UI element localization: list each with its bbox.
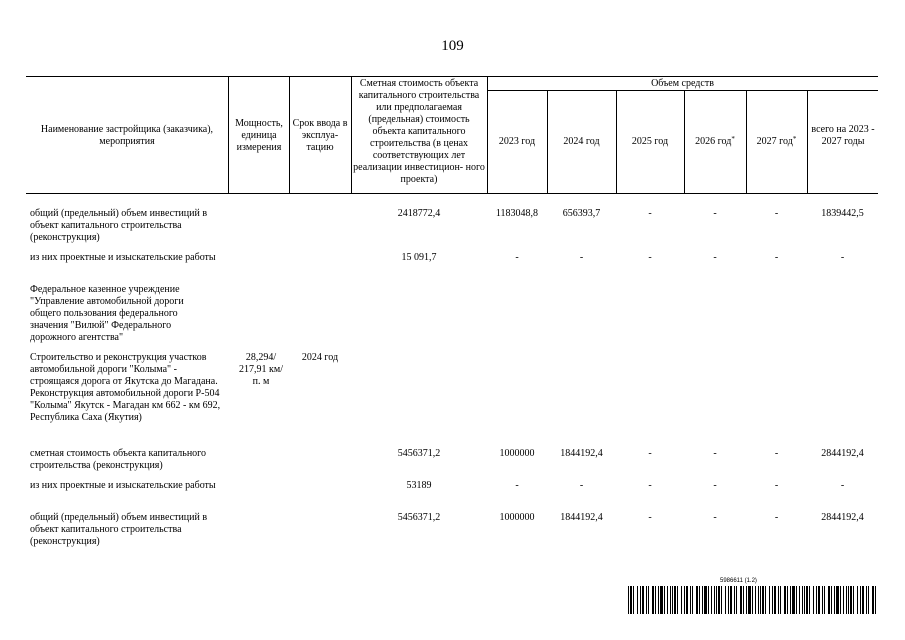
barcode-bar bbox=[677, 586, 678, 614]
cell-2023: 1183048,8 bbox=[495, 208, 539, 219]
barcode-bar bbox=[822, 586, 823, 614]
cell-cost: 5456371,2 bbox=[397, 448, 441, 459]
col-divider bbox=[807, 90, 808, 193]
row-name: общий (предельный) объем инвестиций в объект капитального строительства (реконструкция) bbox=[30, 512, 208, 547]
barcode-bar bbox=[667, 586, 668, 614]
barcode-bar bbox=[711, 586, 712, 614]
cell-2026: - bbox=[713, 448, 717, 459]
cell-2027: - bbox=[774, 480, 779, 491]
header-name: Наименование застройщика (заказчика), мероприятия bbox=[40, 124, 214, 147]
barcode-bar bbox=[828, 586, 830, 614]
barcode-bar bbox=[824, 586, 825, 614]
barcode-bar bbox=[868, 586, 869, 614]
barcode-bar bbox=[633, 586, 634, 614]
header-total: всего на 2023 - 2027 годы bbox=[811, 124, 875, 147]
cell-2025: - bbox=[648, 208, 652, 219]
cell-cost: 53189 bbox=[406, 480, 432, 491]
cell-2024: 1844192,4 bbox=[560, 448, 603, 459]
row-name: сметная стоимость объекта капитального строительства (реконструкция) bbox=[30, 448, 207, 471]
barcode-bar bbox=[743, 586, 744, 614]
barcode-number: 5986611 (1.2) bbox=[720, 578, 757, 584]
barcode-bar bbox=[637, 586, 638, 614]
col-divider bbox=[351, 76, 352, 193]
barcode-bar bbox=[748, 586, 751, 614]
barcode-bar bbox=[831, 586, 832, 614]
header-cost: Сметная стоимость объекта капитального строительства или предполагаемая (предельная) стоимость объекта капитального строительства (в ценах соответствующих лет реализации инвестицион- ного проекта) bbox=[353, 78, 485, 185]
barcode-bar bbox=[686, 586, 688, 614]
barcode-bar bbox=[672, 586, 673, 614]
row-name: из них проектные и изыскательские работы bbox=[30, 480, 216, 491]
barcode-bar bbox=[692, 586, 693, 614]
table-top-rule bbox=[26, 76, 878, 77]
barcode-image bbox=[628, 586, 878, 614]
barcode-bar bbox=[796, 586, 797, 614]
cell-total: - bbox=[840, 480, 845, 491]
barcode-bar bbox=[816, 586, 817, 614]
row-name: общий (предельный) объем инвестиций в объект капитального строительства (реконструкция) bbox=[30, 208, 208, 243]
cell-2024: 656393,7 bbox=[562, 208, 601, 219]
barcode-bar bbox=[646, 586, 647, 614]
header-year: 2023 год bbox=[498, 136, 536, 147]
barcode-bar bbox=[836, 586, 839, 614]
barcode-bar bbox=[714, 586, 715, 614]
barcode-bar bbox=[736, 586, 737, 614]
barcode-bar bbox=[784, 586, 786, 614]
barcode-bar bbox=[628, 586, 629, 614]
barcode-bar bbox=[734, 586, 735, 614]
barcode-bar bbox=[840, 586, 841, 614]
barcode-bar bbox=[728, 586, 729, 614]
cell-2025: - bbox=[648, 512, 652, 523]
barcode-bar bbox=[765, 586, 766, 614]
barcode-bar bbox=[875, 586, 876, 614]
barcode-bar bbox=[866, 586, 867, 614]
barcode-bar bbox=[755, 586, 756, 614]
barcode-bar bbox=[658, 586, 659, 614]
cell-2027: - bbox=[774, 208, 779, 219]
barcode-bar bbox=[660, 586, 663, 614]
barcode-bar bbox=[769, 586, 770, 614]
cell-2023: 1000000 bbox=[499, 448, 535, 459]
cell-2026: - bbox=[713, 252, 717, 263]
cell-total: 1839442,5 bbox=[821, 208, 864, 219]
barcode-bar bbox=[725, 586, 726, 614]
cell-2023: - bbox=[515, 480, 519, 491]
barcode-bar bbox=[806, 586, 808, 614]
header-year: 2024 год bbox=[563, 136, 600, 147]
col-divider bbox=[289, 76, 290, 193]
barcode-bar bbox=[804, 586, 805, 614]
barcode-bar bbox=[684, 586, 685, 614]
cell-2025: - bbox=[648, 480, 652, 491]
barcode-bar bbox=[681, 586, 682, 614]
barcode-bar bbox=[760, 586, 761, 614]
barcode-bar bbox=[774, 586, 776, 614]
header-year: 2025 год bbox=[631, 136, 669, 147]
barcode-bar bbox=[848, 586, 849, 614]
barcode-bar bbox=[872, 586, 874, 614]
barcode-bar bbox=[802, 586, 803, 614]
cell-2023: 1000000 bbox=[499, 512, 535, 523]
col-divider bbox=[487, 76, 488, 193]
barcode-bar bbox=[834, 586, 835, 614]
barcode-bar bbox=[696, 586, 698, 614]
barcode-bar bbox=[690, 586, 691, 614]
barcode-bar bbox=[780, 586, 781, 614]
cell-deadline: 2024 год bbox=[301, 352, 339, 363]
barcode-bar bbox=[846, 586, 847, 614]
barcode-bar bbox=[730, 586, 732, 614]
header-capacity: Мощность, единица измерения bbox=[235, 118, 283, 153]
header-deadline: Срок ввода в эксплуа- тацию bbox=[292, 118, 348, 153]
cell-total: 2844192,4 bbox=[821, 512, 864, 523]
barcode-bar bbox=[790, 586, 791, 614]
cell-capacity: 28,294/ 217,91 км/п. м bbox=[239, 352, 283, 387]
table-header-bottom-rule bbox=[26, 193, 878, 194]
row-name: из них проектные и изыскательские работы bbox=[30, 252, 216, 263]
barcode-bar bbox=[640, 586, 641, 614]
barcode-bar bbox=[853, 586, 854, 614]
barcode-bar bbox=[718, 586, 720, 614]
barcode-bar bbox=[630, 586, 632, 614]
cell-2027: - bbox=[774, 252, 779, 263]
row-name: Строительство и реконструкция участков автомобильной дороги "Колыма" - строящаяся дорога от Якутска до Магадана. Реконструкция автомобильной дороги Р-504 "Колыма" Якутск - Магадан км 662 - км 692, Республика Саха (Якутия) bbox=[30, 352, 221, 423]
barcode-bar bbox=[778, 586, 779, 614]
barcode-bar bbox=[809, 586, 810, 614]
cell-2026: - bbox=[713, 512, 717, 523]
barcode-bar bbox=[652, 586, 654, 614]
barcode-bar bbox=[799, 586, 800, 614]
barcode-bar bbox=[664, 586, 665, 614]
barcode-bar bbox=[857, 586, 858, 614]
barcode-bar bbox=[670, 586, 671, 614]
cell-total: 2844192,4 bbox=[821, 448, 864, 459]
barcode-bar bbox=[860, 586, 861, 614]
barcode-bar bbox=[772, 586, 773, 614]
cell-2026: - bbox=[713, 208, 717, 219]
barcode-bar bbox=[655, 586, 656, 614]
row-name: Федеральное казенное учреждение "Управление автомобильной дороги общего пользования федерального значения "Вилюй" Федерального дорожного агентства" bbox=[30, 284, 184, 343]
barcode-bar bbox=[721, 586, 722, 614]
barcode-bar bbox=[674, 586, 676, 614]
cell-cost: 2418772,4 bbox=[397, 208, 441, 219]
barcode-bar bbox=[648, 586, 649, 614]
barcode-bar bbox=[758, 586, 759, 614]
barcode-bar bbox=[843, 586, 844, 614]
barcode-bar bbox=[746, 586, 747, 614]
barcode-bar bbox=[787, 586, 788, 614]
barcode-bar bbox=[740, 586, 742, 614]
barcode-bar bbox=[862, 586, 864, 614]
barcode-bar bbox=[818, 586, 820, 614]
cell-cost: 15 091,7 bbox=[401, 252, 437, 263]
page-number: 109 bbox=[441, 38, 464, 54]
cell-2025: - bbox=[648, 448, 652, 459]
cell-2027: - bbox=[774, 448, 779, 459]
barcode-bar bbox=[850, 586, 852, 614]
header-year: 2026 год* bbox=[695, 135, 735, 147]
header-funds-group: Объем средств bbox=[651, 78, 714, 89]
header-year: 2027 год* bbox=[756, 135, 797, 147]
barcode-bar bbox=[702, 586, 703, 614]
barcode-bar bbox=[792, 586, 795, 614]
barcode-bar bbox=[716, 586, 717, 614]
cell-2024: - bbox=[579, 252, 584, 263]
barcode-bar bbox=[813, 586, 814, 614]
barcode-bar bbox=[762, 586, 764, 614]
cell-2024: - bbox=[579, 480, 584, 491]
cell-2024: 1844192,4 bbox=[560, 512, 603, 523]
barcode-bar bbox=[704, 586, 707, 614]
barcode-bar bbox=[699, 586, 700, 614]
cell-2027: - bbox=[774, 512, 779, 523]
cell-total: - bbox=[840, 252, 845, 263]
funds-group-rule bbox=[487, 90, 878, 91]
cell-2025: - bbox=[648, 252, 652, 263]
barcode-bar bbox=[642, 586, 644, 614]
cell-2026: - bbox=[713, 480, 717, 491]
barcode-bar bbox=[708, 586, 709, 614]
cell-cost: 5456371,2 bbox=[397, 512, 441, 523]
barcode-bar bbox=[752, 586, 753, 614]
cell-2023: - bbox=[515, 252, 519, 263]
